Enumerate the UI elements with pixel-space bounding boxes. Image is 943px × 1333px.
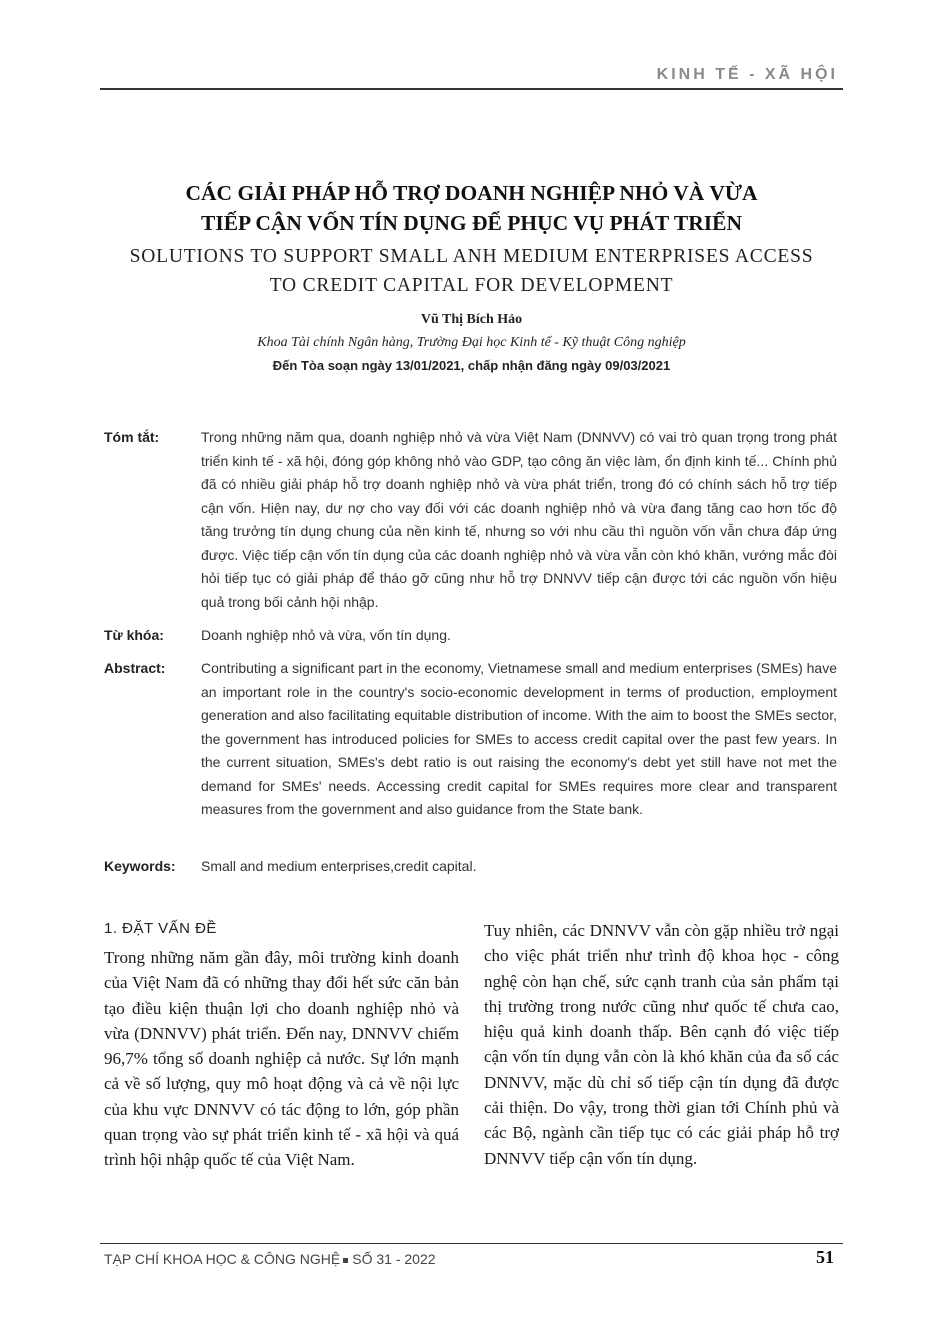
- keywords-en-block: [104, 855, 837, 879]
- page-number: 51: [816, 1247, 834, 1267]
- author-name: Vũ Thị Bích Hảo: [420, 312, 523, 327]
- title-vi-line1: CÁC GIẢI PHÁP HỖ TRỢ DOANH NGHIỆP NHỎ VÀ VỪA: [185, 181, 758, 205]
- footer-journal: [104, 1251, 436, 1267]
- keywords-vi-block: [104, 624, 837, 648]
- submission-dates: Đến Tòa soạn ngày 13/01/2021, chấp nhận đăng ngày 09/03/2021: [272, 358, 671, 373]
- header-rule: [100, 88, 843, 90]
- title-en-line2: TO CREDIT CAPITAL FOR DEVELOPMENT: [269, 275, 674, 296]
- issue-number: SỐ 31 - 2022: [352, 1251, 436, 1267]
- keywords-vi-text: Doanh nghiệp nhỏ và vừa, vốn tín dụng.: [201, 627, 451, 643]
- author-affiliation: Khoa Tài chính Ngân hàng, Trường Đại học Kinh tế - Kỹ thuật Công nghiệp: [257, 335, 686, 350]
- section-heading: 1. ĐẶT VẤN ĐỀ: [104, 920, 217, 937]
- title-en-line1: SOLUTIONS TO SUPPORT SMALL ANH MEDIUM ENTERPRISES ACCESS: [129, 246, 814, 267]
- abstract-label: Abstract:: [104, 660, 166, 676]
- title-vi-line2: TIẾP CẬN VỐN TÍN DỤNG ĐỂ PHỤC VỤ PHÁT TRIỂN: [201, 211, 742, 235]
- separator-dot-icon: [343, 1258, 348, 1263]
- body-paragraph-left: Trong những năm gần đây, môi trường kinh doanh của Việt Nam đã có những thay đổi hết sức căn bản tạo điều kiện thuận lợi cho doanh nghiệp nhỏ và vừa (DNNVV) phát triển. Đến nay, DNNVV chiếm 96,7% tổng số doanh nghiệp cả nước. Sự lớn mạnh cả về số lượng, quy mô hoạt động và cả về nội lực của khu vực DNNVV có tác động to lớn, góp phần quan trọng vào sự phát triển kinh tế - xã hội và quá trình hội nhập quốc tế của Việt Nam.: [104, 948, 459, 1170]
- summary-block: [104, 426, 837, 614]
- abstract-block: [104, 657, 837, 822]
- summary-label: Tóm tắt:: [104, 429, 160, 445]
- section-label: KINH TẾ - XÃ HỘI: [656, 66, 838, 83]
- journal-name: TẠP CHÍ KHOA HỌC & CÔNG NGHỆ: [104, 1251, 341, 1267]
- keywords-vi-label: Từ khóa:: [104, 627, 164, 643]
- footer-rule: [100, 1243, 843, 1244]
- keywords-en-text: Small and medium enterprises,credit capital.: [201, 858, 477, 874]
- keywords-en-label: Keywords:: [104, 858, 176, 874]
- title-block: [100, 178, 843, 373]
- abstract-text: Contributing a significant part in the economy, Vietnamese small and medium enterprises (SMEs) have an important role in the country's socio-economic development in terms of production, employment generation and also facilitating equitable distribution of income. With the aim to boost the SMEs sector, the government has introduced policies for SMEs to access credit capital over the past few years. In the current situation, SMEs's debt ratio is out raising the economy's debt yet still have not met the demand for SMEs' needs. Accessing credit capital for SMEs requires more clear and transparent measures from the government and also guidance from the State bank.: [201, 660, 838, 817]
- summary-text: Trong những năm qua, doanh nghiệp nhỏ và vừa Việt Nam (DNNVV) có vai trò quan trọng trong phát triển kinh tế - xã hội, đóng góp không nhỏ vào GDP, tạo công ăn việc làm, ổn định kinh tế... Chính phủ đã có nhiều giải pháp hỗ trợ doanh nghiệp nhỏ và vừa phát triển, trong đó có chính sách hỗ trợ tiếp cận vốn. Hiện nay, dư nợ cho vay đối với các doanh nghiệp nhỏ và vừa đang tăng cao hơn tốc độ tăng trưởng tín dụng chung của nền kinh tế, nhưng so với nhu cầu thì nguồn vốn vẫn chưa đáp ứng được. Việc tiếp cận vốn tín dụng của các doanh nghiệp nhỏ và vừa vẫn còn khó khăn, vướng mắc đòi hỏi tiếp tục có giải pháp để tháo gỡ cũng như hỗ trợ DNNVV tiếp cận được tới các nguồn vốn hiệu quả trong bối cảnh hội nhập.: [201, 429, 837, 610]
- body-paragraph-right: Tuy nhiên, các DNNVV vẫn còn gặp nhiều trở ngại cho việc phát triển như trình độ khoa học - công nghệ còn hạn chế, sức cạnh tranh của sản phẩm tại thị trường trong nước cũng như quốc tế chưa cao, hiệu quả kinh doanh thấp. Bên cạnh đó việc tiếp cận vốn tín dụng vẫn còn là khó khăn của đa số các DNNVV, mặc dù chỉ số tiếp cận tín dụng đã được cải thiện. Do vậy, trong thời gian tới Chính phủ và các Bộ, ngành cần tiếp tục có các giải pháp hỗ trợ DNNVV tiếp cận vốn tín dụng.: [484, 921, 839, 1168]
